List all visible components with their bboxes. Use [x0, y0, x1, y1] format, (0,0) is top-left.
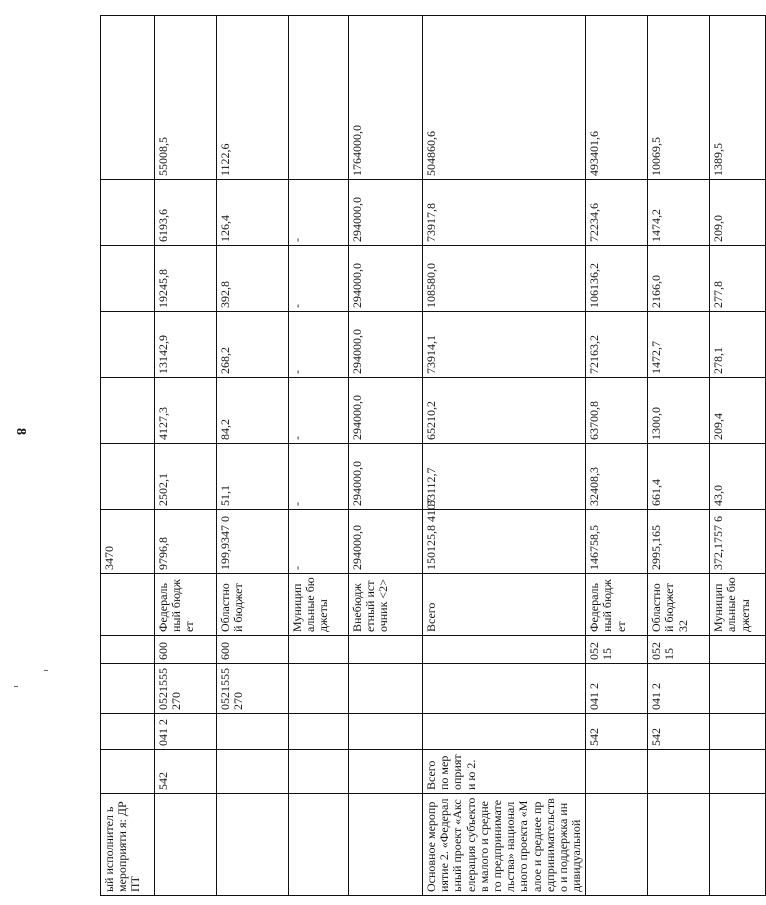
table-row: [586, 16, 648, 896]
table-cell: [101, 714, 155, 750]
table-cell: 372,1757 6: [710, 510, 766, 574]
table-cell: [101, 16, 155, 180]
table-cell: 661,4: [648, 444, 710, 510]
table-cell: [217, 714, 289, 750]
table-cell: 1472,7: [648, 312, 710, 378]
table-cell: 392,8: [217, 246, 289, 312]
table-cell: [648, 794, 710, 896]
table-cell: Федераль ный бюджет: [155, 574, 217, 636]
table-cell: Основное мероприятие 2. «Федеральный проект «Акселерация субъектов малого и среднего предпринимательства» национального проекта «Малое и среднее предпринимательство и поддержка индивидуальной: [423, 794, 586, 896]
table-cell: [101, 750, 155, 794]
table-row: [289, 16, 349, 896]
table-cell: 600: [217, 636, 289, 664]
table-row: [349, 16, 423, 896]
table-cell: 294000,0: [349, 510, 423, 574]
table-cell: Областно й бюджет 32: [648, 574, 710, 636]
table-cell: [217, 750, 289, 794]
table-cell: 65210,2: [423, 378, 586, 444]
table-cell: -: [289, 246, 349, 312]
table-cell: [101, 574, 155, 636]
table-cell: [289, 664, 349, 714]
table-cell: [101, 312, 155, 378]
table-cell: [349, 664, 423, 714]
table-cell: [586, 794, 648, 896]
table-cell: 1389,5: [710, 16, 766, 180]
table-cell: 33112,7: [423, 444, 586, 510]
table-cell: -: [289, 180, 349, 246]
table-cell: 73917,8: [423, 180, 586, 246]
table-cell: 4127,3: [155, 378, 217, 444]
table-cell: [423, 664, 586, 714]
table-cell: 278,1: [710, 312, 766, 378]
table-cell: [710, 636, 766, 664]
table-cell: -: [289, 312, 349, 378]
table-cell: [710, 664, 766, 714]
table-cell: 0521555 270: [155, 664, 217, 714]
table-cell: 126,4: [217, 180, 289, 246]
table-cell: 294000,0: [349, 444, 423, 510]
table-row: [423, 16, 586, 896]
table-cell: [289, 794, 349, 896]
table-cell: Всего по мероприяти ю 2.: [423, 750, 586, 794]
table-cell: 199,9347 0: [217, 510, 289, 574]
table-cell: 6193,6: [155, 180, 217, 246]
table-cell: 041 2: [155, 714, 217, 750]
table-cell: [349, 794, 423, 896]
table-cell: Федераль ный бюджет: [586, 574, 648, 636]
rotated-table-sheet: [100, 16, 752, 896]
table-cell: [101, 444, 155, 510]
table-cell: 209,4: [710, 378, 766, 444]
table-cell: -: [289, 378, 349, 444]
table-cell: 150125,8 4107: [423, 510, 586, 574]
table-cell: 63700,8: [586, 378, 648, 444]
table-cell: 542: [155, 750, 217, 794]
table-cell: [101, 180, 155, 246]
table-cell: [423, 636, 586, 664]
table-cell: 10069,5: [648, 16, 710, 180]
page-number: 8: [13, 428, 28, 435]
table-cell: 73914,1: [423, 312, 586, 378]
table-cell: 32408,3: [586, 444, 648, 510]
table-cell: [289, 16, 349, 180]
table-cell: 13142,9: [155, 312, 217, 378]
table-cell: [648, 750, 710, 794]
table-cell: 504860,6: [423, 16, 586, 180]
table-cell: 43,0: [710, 444, 766, 510]
table-cell: -: [289, 510, 349, 574]
table-cell: 294000,0: [349, 180, 423, 246]
table-cell: 600: [155, 636, 217, 664]
table-cell: 9796,8: [155, 510, 217, 574]
table-cell: 2166,0: [648, 246, 710, 312]
table-cell: 542: [586, 714, 648, 750]
table-cell: Муницип альные бюджеты: [289, 574, 349, 636]
table-cell: 294000,0: [349, 312, 423, 378]
table-cell: 1474,2: [648, 180, 710, 246]
table-row: [101, 16, 155, 896]
table-cell: [349, 636, 423, 664]
table-cell: [289, 636, 349, 664]
table-row: [648, 16, 710, 896]
table-cell: 268,2: [217, 312, 289, 378]
table-cell: Внебюдж етный источник <2>: [349, 574, 423, 636]
table-cell: 294000,0: [349, 378, 423, 444]
table-cell: [710, 750, 766, 794]
table-cell: [289, 714, 349, 750]
table-cell: 05215: [586, 636, 648, 664]
table-cell: 1764000,0: [349, 16, 423, 180]
table-cell: [423, 714, 586, 750]
table-row: [155, 16, 217, 896]
scan-speck: [14, 686, 18, 687]
table-cell: -: [289, 444, 349, 510]
table-cell: [101, 636, 155, 664]
table-cell: [217, 794, 289, 896]
table-cell: 542: [648, 714, 710, 750]
table-cell: 106136,2: [586, 246, 648, 312]
table-cell: 277,8: [710, 246, 766, 312]
table-cell: [101, 246, 155, 312]
table-cell: [155, 794, 217, 896]
table-cell: 493401,6: [586, 16, 648, 180]
table-row: [710, 16, 766, 896]
table-cell: 1300,0: [648, 378, 710, 444]
table-cell: 72234,6: [586, 180, 648, 246]
table-row: [217, 16, 289, 896]
table-cell: Областно й бюджет: [217, 574, 289, 636]
table-cell: 51,1: [217, 444, 289, 510]
table-cell: [101, 664, 155, 714]
table-cell: [710, 794, 766, 896]
table-cell: 294000,0: [349, 246, 423, 312]
table-cell: 1122,6: [217, 16, 289, 180]
table-cell: [101, 378, 155, 444]
table-cell: [349, 750, 423, 794]
table-cell: 72163,2: [586, 312, 648, 378]
table-cell: 2995,165: [648, 510, 710, 574]
table-cell: 84,2: [217, 378, 289, 444]
scan-speck: [44, 670, 48, 671]
table-cell: 146758,5: [586, 510, 648, 574]
table-cell: ый исполнител ь мероприяти я: ДРПТ: [101, 794, 155, 896]
table-cell: 19245,8: [155, 246, 217, 312]
table-cell: [349, 714, 423, 750]
table-cell: [710, 714, 766, 750]
table-cell: 041 2: [648, 664, 710, 714]
table-cell: 041 2: [586, 664, 648, 714]
table-cell: 209,0: [710, 180, 766, 246]
table-cell: [586, 750, 648, 794]
table-cell: Всего: [423, 574, 586, 636]
table-cell: 108580,0: [423, 246, 586, 312]
table-cell: 2502,1: [155, 444, 217, 510]
table-cell: Муницип альные бюджеты: [710, 574, 766, 636]
table-cell: 05215: [648, 636, 710, 664]
table-cell: 55008,5: [155, 16, 217, 180]
table-cell: 3470: [101, 510, 155, 574]
table-cell: [289, 750, 349, 794]
budget-table: [100, 15, 766, 896]
table-cell: 0521555 270: [217, 664, 289, 714]
